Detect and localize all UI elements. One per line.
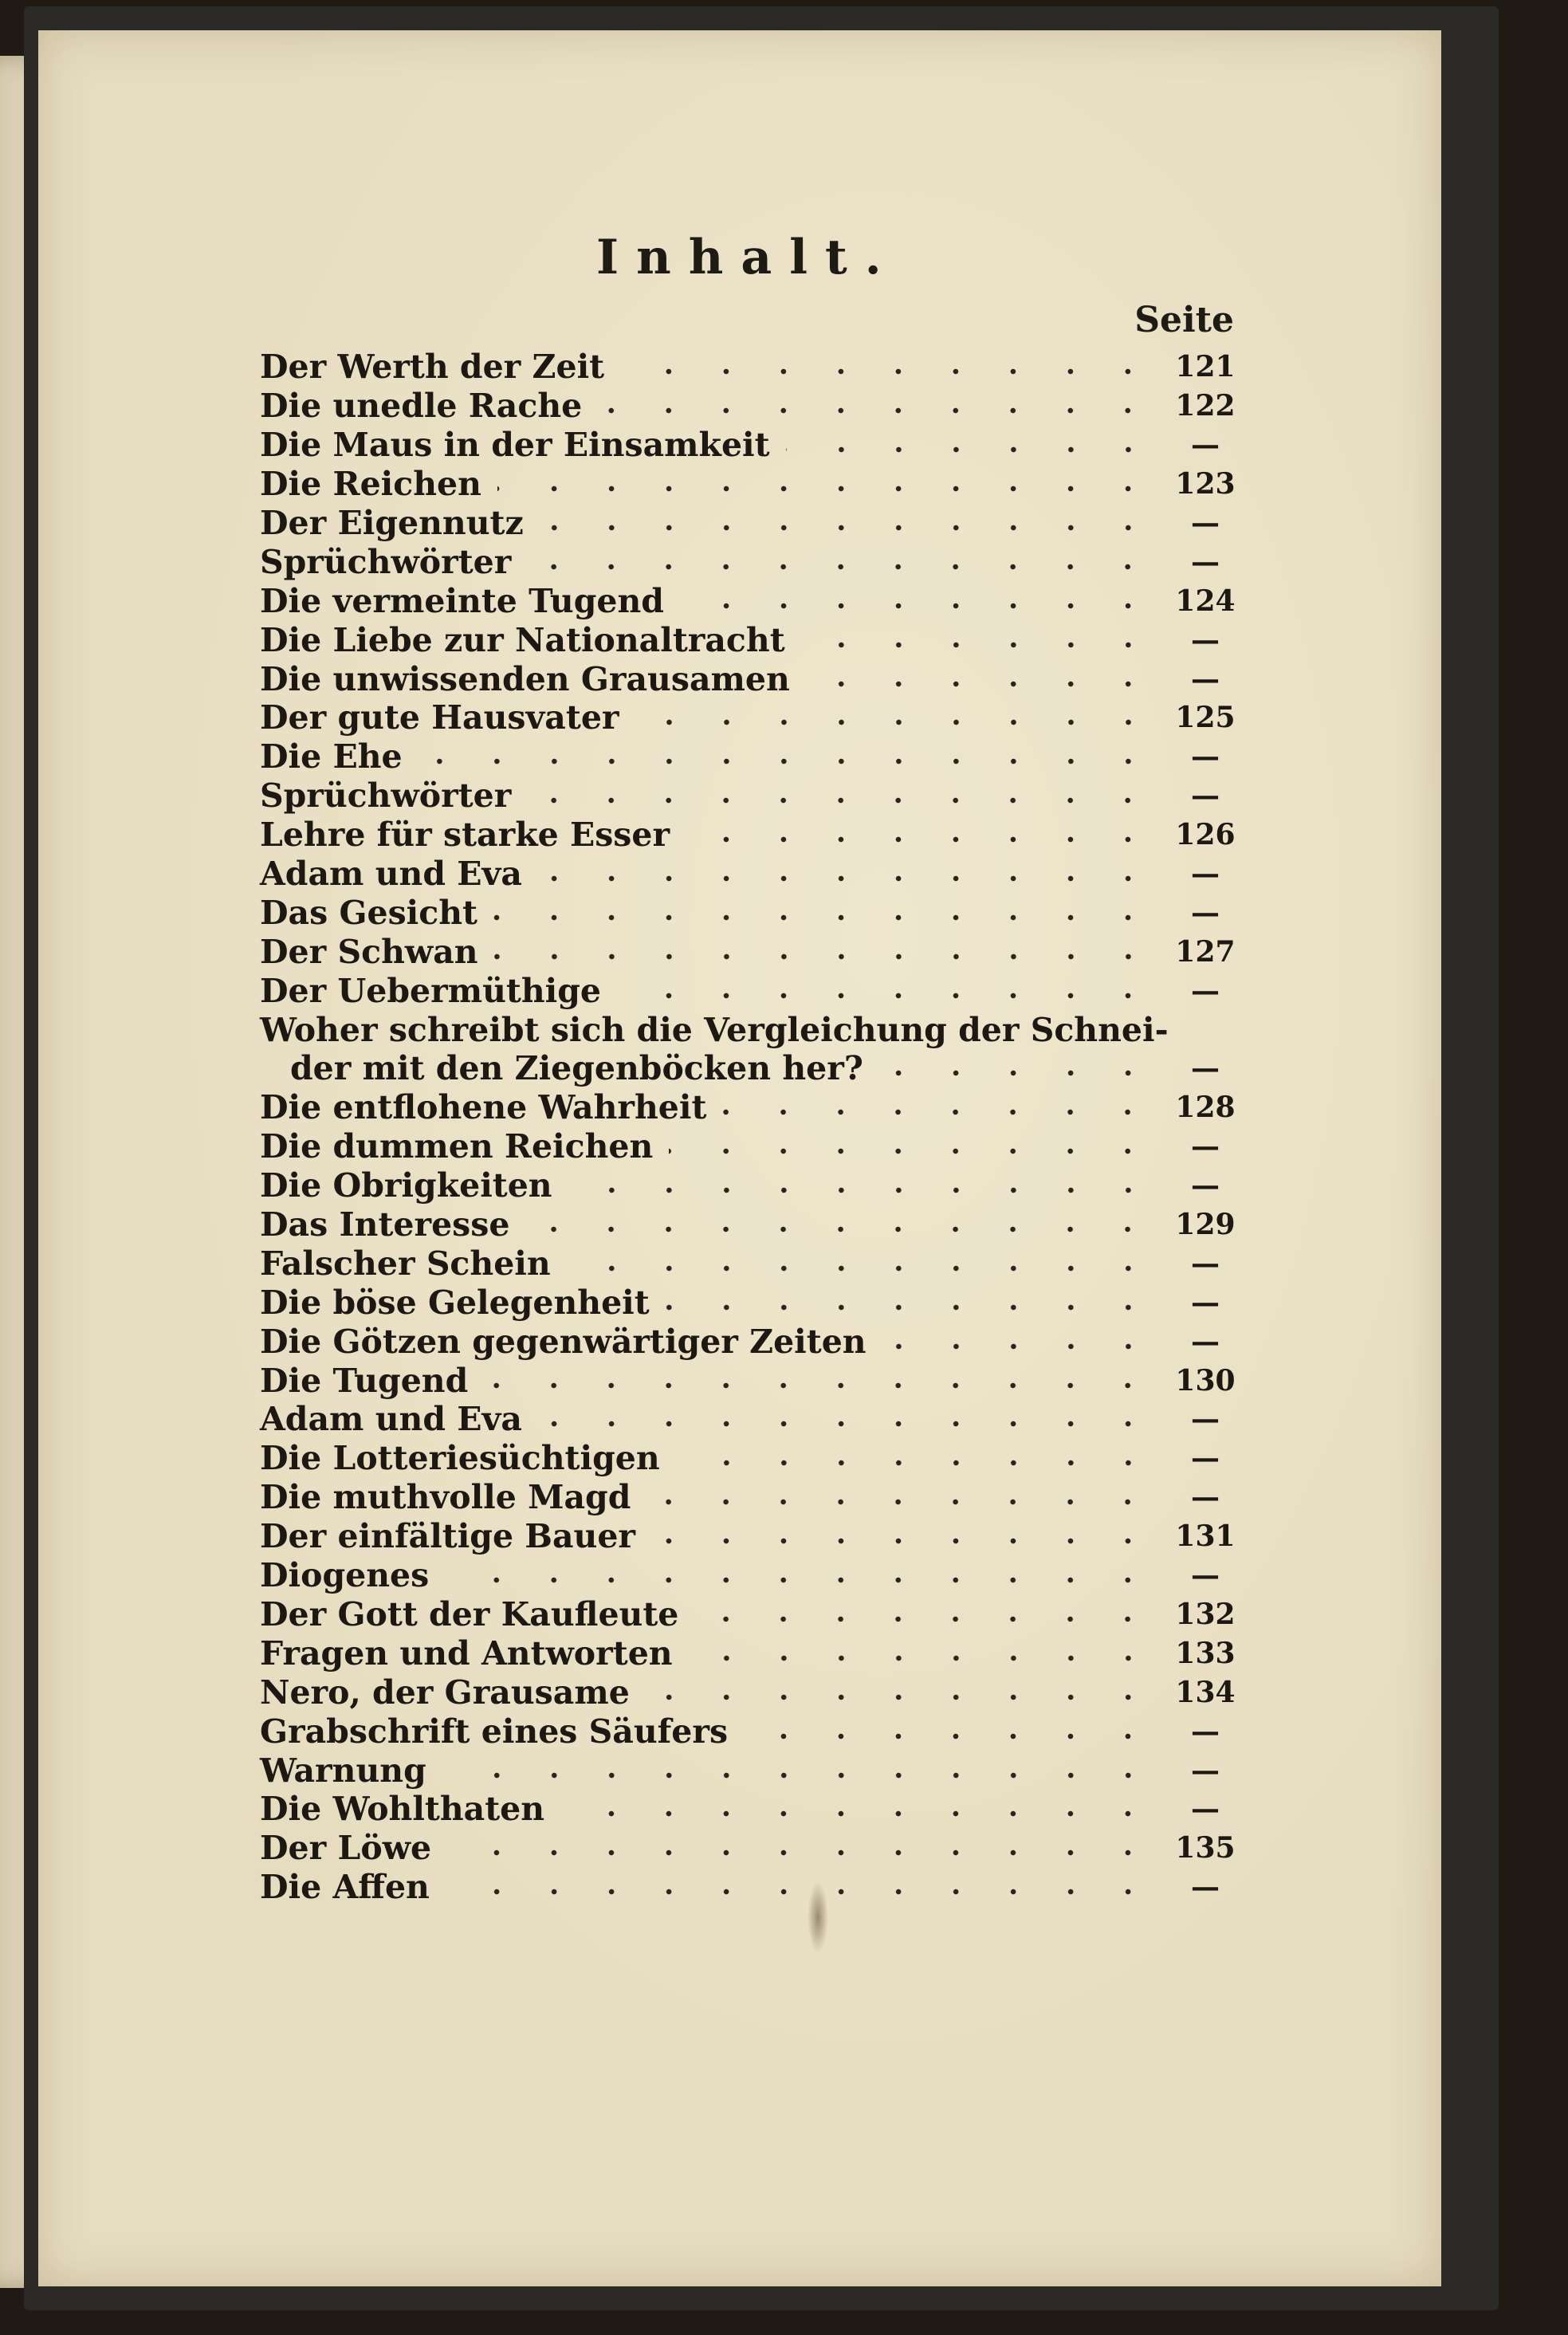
toc-entry-page: — xyxy=(1191,623,1220,657)
toc-entry-page: — xyxy=(1191,1792,1220,1826)
toc-entry xyxy=(260,698,1236,737)
dot-leader xyxy=(646,1498,1157,1506)
dot-leader xyxy=(882,1342,1157,1350)
toc-entry-page: 131 xyxy=(1175,1519,1236,1554)
toc-entry xyxy=(260,932,1236,971)
toc-entry xyxy=(260,504,1236,543)
dot-leader xyxy=(676,1459,1157,1467)
dot-leader xyxy=(689,1654,1157,1662)
toc-entry-title: Die Lotteriesüchtigen xyxy=(260,1439,660,1478)
toc-entry xyxy=(260,1127,1236,1166)
toc-entry xyxy=(260,1790,1236,1829)
toc-entry-title: Diogenes xyxy=(260,1556,430,1595)
toc-entry xyxy=(260,893,1236,932)
toc-entry-title: Die Affen xyxy=(260,1868,430,1907)
toc-entry-title: Die entflohene Wahrheit xyxy=(260,1088,707,1127)
toc-entry-title: Nero, der Grausame xyxy=(260,1673,630,1712)
toc-entry-title: Die Maus in der Einsamkeit xyxy=(260,426,770,465)
dot-leader xyxy=(786,446,1157,454)
dot-leader xyxy=(527,563,1157,571)
toc-entry xyxy=(260,1556,1236,1595)
toc-entry-page: — xyxy=(1191,1480,1220,1515)
toc-entry-title: Warnung xyxy=(260,1751,426,1790)
toc-entry xyxy=(260,1010,1236,1049)
toc-entry-title: Die Ehe xyxy=(260,737,403,776)
toc-entry-title: Das Gesicht xyxy=(260,893,477,932)
toc-entry xyxy=(260,855,1236,894)
toc-entry xyxy=(260,1751,1236,1790)
toc-entry-page: — xyxy=(1191,544,1220,579)
toc-entry xyxy=(260,1633,1236,1673)
toc-entry-title: Die Götzen gegenwärtiger Zeiten xyxy=(260,1322,867,1361)
toc-entry-page: — xyxy=(1191,1753,1220,1787)
page-title: Inhalt. xyxy=(596,230,899,285)
dot-leader xyxy=(540,524,1157,532)
toc-entry-title: Grabschrift eines Säufers xyxy=(260,1712,729,1751)
page-column-header: Seite xyxy=(1134,300,1234,340)
dot-leader xyxy=(494,953,1157,961)
dot-leader xyxy=(446,1888,1157,1896)
toc-entry-page: — xyxy=(1191,973,1220,1008)
toc-entry-title: Der gute Hausvater xyxy=(260,698,619,737)
dot-leader xyxy=(617,992,1157,1000)
dot-leader xyxy=(493,914,1157,922)
toc-entry xyxy=(260,1400,1236,1439)
dot-leader xyxy=(744,1732,1157,1740)
toc-entry-title: Der einfältige Bauer xyxy=(260,1517,636,1556)
toc-entry xyxy=(260,1517,1236,1556)
dot-leader xyxy=(680,602,1157,610)
toc-entry-page: — xyxy=(1191,857,1220,891)
toc-entry-title: Der Gott der Kaufleute xyxy=(260,1594,679,1633)
toc-entry-title: Der Eigennutz xyxy=(260,504,524,542)
dot-leader xyxy=(879,1069,1157,1077)
toc-entry-title: Der Schwan xyxy=(260,932,478,971)
toc-entry-page: 122 xyxy=(1175,389,1236,423)
toc-entry xyxy=(260,1712,1236,1751)
toc-entry-title: Woher schreibt sich die Vergleichung der Schnei- xyxy=(260,1010,1169,1049)
toc-entry-page: — xyxy=(1191,428,1220,462)
dot-leader xyxy=(722,1108,1157,1116)
toc-entry xyxy=(260,1673,1236,1712)
dot-leader xyxy=(801,641,1157,649)
toc-entry-title: Die vermeinte Tugend xyxy=(260,581,664,620)
toc-entry xyxy=(260,620,1236,659)
toc-entry-title: Die böse Gelegenheit xyxy=(260,1283,650,1322)
toc-entry-page: — xyxy=(1191,779,1220,813)
toc-entry-page: — xyxy=(1191,1714,1220,1748)
dot-leader xyxy=(538,875,1157,883)
toc-entry xyxy=(260,1439,1236,1478)
toc-entry-page: — xyxy=(1191,506,1220,540)
toc-entry-page: 130 xyxy=(1175,1363,1236,1397)
dot-leader xyxy=(651,1537,1157,1545)
dot-leader xyxy=(445,1576,1157,1584)
toc-entry xyxy=(260,1283,1236,1322)
toc-entry-page: 135 xyxy=(1175,1831,1236,1865)
toc-entry-title: Adam und Eva xyxy=(260,1400,522,1439)
toc-entry-page: 125 xyxy=(1175,701,1236,735)
toc-entry xyxy=(260,426,1236,465)
toc-entry xyxy=(260,971,1236,1010)
toc-entry-page: — xyxy=(1191,1169,1220,1203)
dot-leader xyxy=(646,1693,1157,1701)
toc-entry-title: Falscher Schein xyxy=(260,1244,551,1283)
toc-entry-page: — xyxy=(1191,1441,1220,1476)
toc-entry xyxy=(260,348,1236,387)
dot-leader xyxy=(419,757,1157,765)
toc-entry-page: 124 xyxy=(1175,584,1236,618)
toc-entry xyxy=(260,1049,1236,1088)
toc-entry xyxy=(260,816,1236,855)
toc-entry xyxy=(260,465,1236,504)
toc-entry-title: Fragen und Antworten xyxy=(260,1633,673,1673)
dot-leader xyxy=(567,1264,1157,1272)
dot-leader xyxy=(635,718,1157,726)
dot-leader xyxy=(686,835,1157,843)
dot-leader xyxy=(525,1225,1157,1233)
toc-entry-page: 123 xyxy=(1175,467,1236,501)
toc-entry xyxy=(260,581,1236,620)
dot-leader xyxy=(447,1849,1157,1857)
toc-entry-page: 121 xyxy=(1175,350,1236,384)
toc-entry xyxy=(260,542,1236,581)
toc-entry-title: Die unedle Rache xyxy=(260,387,583,426)
toc-entry-title: Die Obrigkeiten xyxy=(260,1166,552,1205)
dot-leader xyxy=(484,1382,1157,1390)
toc-entry-title: Die Tugend xyxy=(260,1361,469,1400)
toc-entry-page: — xyxy=(1191,1285,1220,1319)
toc-entry-page: — xyxy=(1191,1052,1220,1086)
toc-entry-title: Die Liebe zur Nationaltracht xyxy=(260,620,785,659)
toc-entry-title: Der Werth der Zeit xyxy=(260,348,605,387)
toc-entry xyxy=(260,1478,1236,1517)
toc-entry-page: 129 xyxy=(1175,1208,1236,1242)
toc-entry xyxy=(260,1868,1236,1907)
toc-entry-page: — xyxy=(1191,1402,1220,1437)
toc-entry-page: — xyxy=(1191,662,1220,696)
dot-leader xyxy=(538,1420,1157,1428)
toc-entry-title: Adam und Eva xyxy=(260,855,522,894)
toc-entry-title: Die unwissenden Grausamen xyxy=(260,659,790,698)
dot-leader xyxy=(598,407,1157,415)
toc-entry-page: 128 xyxy=(1175,1091,1236,1125)
dot-leader xyxy=(527,796,1157,804)
toc-entry-page: 132 xyxy=(1175,1597,1236,1631)
toc-entry-title: Die Wohlthaten xyxy=(260,1790,545,1829)
paper-stain xyxy=(808,1881,828,1953)
toc-entry-page: — xyxy=(1191,1246,1220,1280)
toc-entry-page: 133 xyxy=(1175,1636,1236,1670)
toc-entry xyxy=(260,1829,1236,1868)
toc-entry xyxy=(260,1595,1236,1634)
toc-entry-page: — xyxy=(1191,1559,1220,1593)
dot-leader xyxy=(669,1147,1157,1155)
toc-entry-title: Sprüchwörter xyxy=(260,542,512,581)
toc-entry-title: der mit den Ziegenböcken her? xyxy=(290,1049,863,1088)
toc-entry-page: — xyxy=(1191,895,1220,930)
toc-entry-title: Lehre für starke Esser xyxy=(260,816,670,855)
toc-entry-page: 134 xyxy=(1175,1675,1236,1709)
toc-entry-page: 127 xyxy=(1175,934,1236,969)
toc-entry xyxy=(260,1244,1236,1283)
toc-entry xyxy=(260,776,1236,816)
toc-entry xyxy=(260,1322,1236,1361)
dot-leader xyxy=(568,1186,1157,1194)
dot-leader xyxy=(666,1303,1157,1311)
toc-entry-title: Sprüchwörter xyxy=(260,776,512,816)
toc-entry xyxy=(260,1166,1236,1205)
toc-entry-title: Das Interesse xyxy=(260,1205,510,1244)
toc-entry xyxy=(260,737,1236,776)
toc-entry-title: Die Reichen xyxy=(260,465,481,504)
toc-entry-title: Die muthvolle Magd xyxy=(260,1478,631,1517)
toc-entry-page: — xyxy=(1191,1130,1220,1164)
toc-entry-page: — xyxy=(1191,1870,1220,1905)
book-page xyxy=(38,30,1441,2286)
toc-entry xyxy=(260,659,1236,698)
toc-entry-page: 126 xyxy=(1175,818,1236,852)
toc-entry-title: Die dummen Reichen xyxy=(260,1127,654,1166)
toc-entry xyxy=(260,1088,1236,1127)
toc-entry-title: Der Löwe xyxy=(260,1829,432,1868)
toc-entry-page: — xyxy=(1191,1324,1220,1358)
dot-leader xyxy=(442,1771,1157,1779)
toc-entry xyxy=(260,1205,1236,1244)
toc-entry-title: Der Uebermüthige xyxy=(260,971,601,1010)
dot-leader xyxy=(620,368,1157,375)
dot-leader xyxy=(560,1810,1157,1818)
toc-entry-page: — xyxy=(1191,740,1220,774)
toc-entry xyxy=(260,1361,1236,1400)
dot-leader xyxy=(694,1615,1157,1623)
dot-leader xyxy=(497,485,1157,493)
dot-leader xyxy=(806,680,1157,688)
toc-entry xyxy=(260,387,1236,426)
table-of-contents xyxy=(260,348,1236,1907)
